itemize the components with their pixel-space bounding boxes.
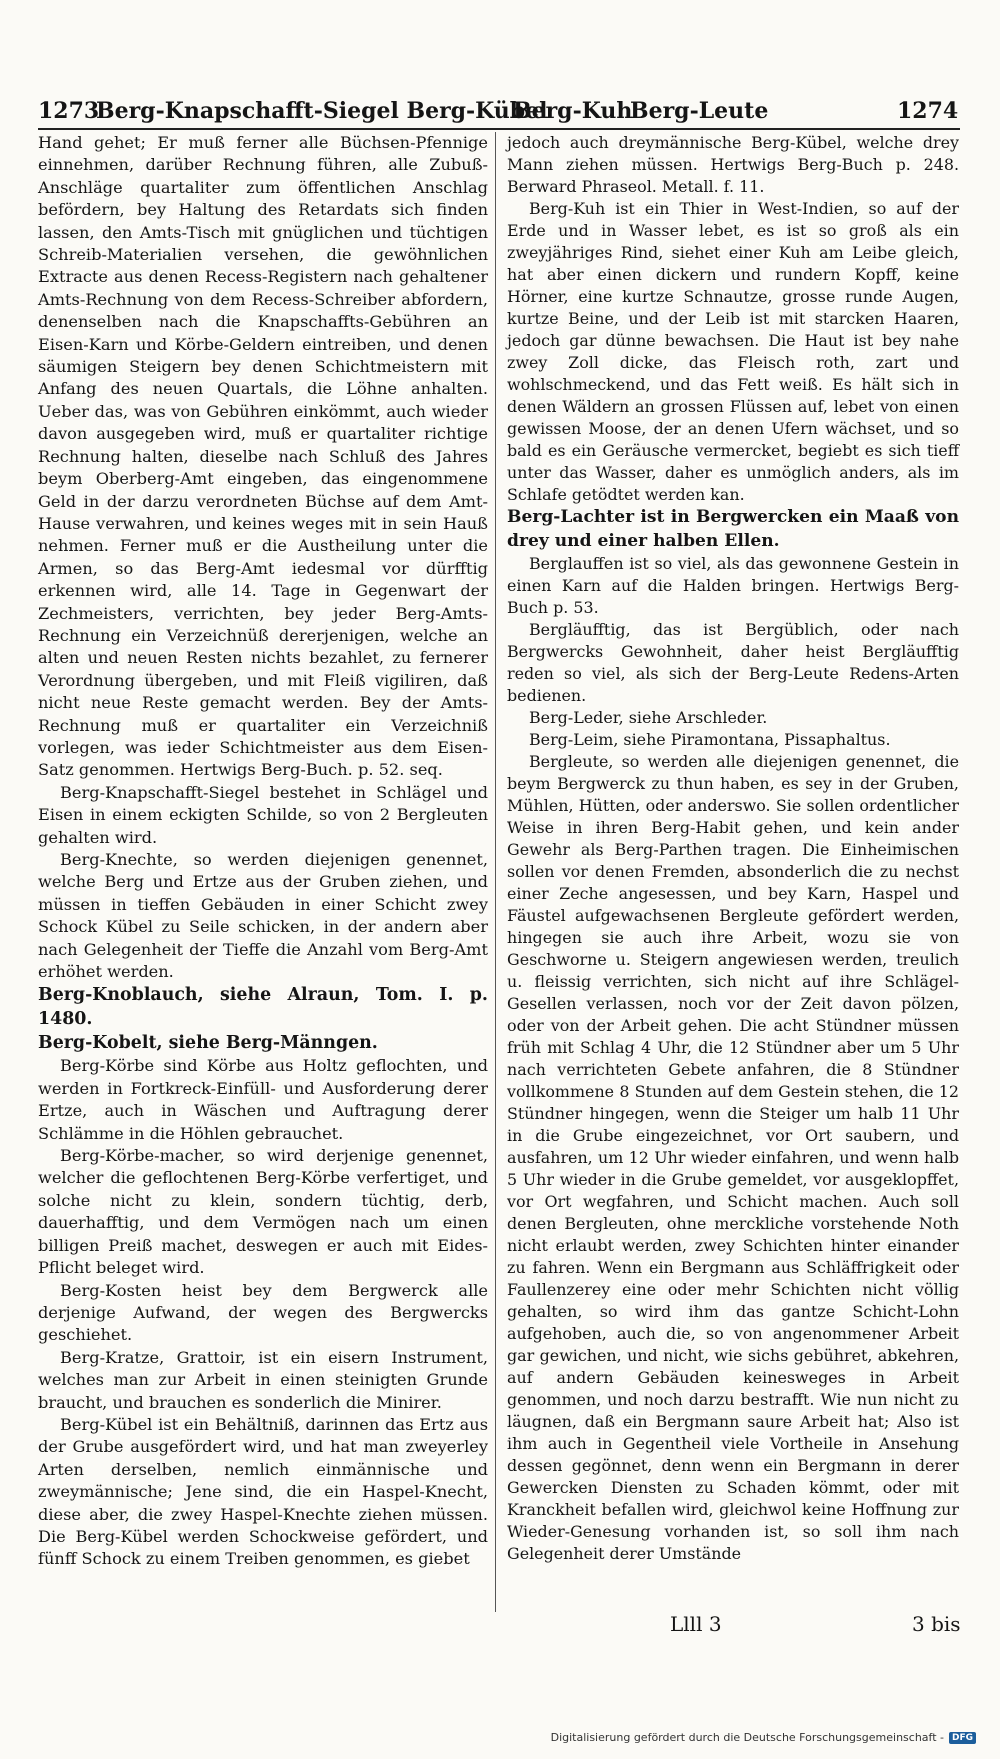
column-divider <box>495 132 496 1612</box>
entry-paragraph: Berg-Kobelt, siehe Berg-Männgen. <box>38 1033 378 1054</box>
right-page-number: 1274 <box>897 98 959 124</box>
entry-paragraph: Berg-Knapschafft-Siegel bestehet in Schlägel und Eisen in einem eckigten Schilde, so von 2 Bergleuten gehalten wird. <box>38 782 488 847</box>
left-column <box>38 132 488 1571</box>
header-rule <box>38 128 960 130</box>
right-column <box>507 132 959 1565</box>
left-header-title: Berg-Knapschafft-Siegel Berg-Kübel <box>96 98 548 124</box>
entry-paragraph: Berg-Körbe sind Körbe aus Holtz geflochten, und werden in Fortkreck-Einfüll- und Ausforderung derer Ertze, auch in Wäschen und Auftragung derer Schlämme in die Höhlen gebrauchet. <box>38 1056 488 1143</box>
dfg-logo: DFG <box>949 1732 976 1744</box>
entry-paragraph: Berg-Kratze, Grattoir, ist ein eisern Instrument, welches man zur Arbeit in einen steinigten Grunde braucht, und brauchen es sonderlich die Minirer. <box>38 1347 488 1412</box>
entry-paragraph: Hand gehet; Er muß ferner alle Büchsen-Pfennige einnehmen, darüber Rechnung führen, alle Zubuß-Anschläge quartaliter zum öffentlichen Anschlag befördern, bey Haltung des Retardats sich finden lassen, den Amts-Tisch mit gnüglichen und tüchtigen Schreib-Materialien versehen, die gewöhnlichen Extracte aus denen Recess-Registern nach gehaltener Amts-Rechnung von dem Recess-Schreiber abfordern, denenselben nach die Knapschaffts-Gebühren an Eisen-Karn und Körbe-Geldern eintreiben, und denen säumigen Steigern bey denen Schichtmeistern mit Anfang des neuen Quartals, die Löhne anhalten. Ueber das, was von Gebühren einkömmt, auch wieder davon ausgegeben wird, muß er quartaliter richtige Rechnung halten, dieselbe nach Schluß des Jahres beym Oberberg-Amt eingeben, das eingenommene Geld in der darzu verordneten Büchse auf dem Amt-Hause verwahren, und keines weges mit in sein Hauß nehmen. Ferner muß er die Austheilung unter die Armen, so das Berg-Amt iedesmal vor dürfftig erkennen wird, alle 14. Tage in Gegenwart der Zechmeisters, verrichten, bey jeder Berg-Amts-Rechnung ein Verzeichnüß dererjenigen, welche an alten und neuen Resten nichts bezahlet, zu fernerer Verordnung übergeben, und mit Fleiß vigiliren, daß nicht neue Reste gemacht werden. Bey der Amts-Rechnung muß er quartaliter ein Verzeichniß vorlegen, was ieder Schichtmeister aus dem Eisen-Satz genommen. Hertwigs Berg-Buch. p. 52. seq. <box>38 133 488 780</box>
entry-paragraph: Bergleute, so werden alle diejenigen genennet, die beym Bergwerck zu thun haben, es sey in der Gruben, Mühlen, Hütten, oder anderswo. Sie sollen ordentlicher Weise in ihren Berg-Habit gehen, und kein ander Gewehr als Berg-Parthen tragen. Die Einheimischen sollen vor denen Fremden, absonderlich die zu nechst einer Zeche angesessen, und bey Karn, Haspel und Fäustel aufgewachsenen Bergleute gefördert werden, hingegen sie auch ihre Arbeit, wozu sie von Geschworne u. Steigern angewiesen werden, treulich u. fleissig verrichten, sich nicht auf ihre Schlägel-Gesellen verlassen, noch vor der Zeit davon pölzen, oder von der Arbeit gehen. Die acht Stündner müssen früh mit Schlag 4 Uhr, die 12 Stündner aber um 5 Uhr nach verrichteten Gebete anfahren, die 8 Stündner vollkommene 8 Stunden auf dem Gestein stehen, die 12 Stündner hingegen, wenn die Steiger um halb 11 Uhr in die Grube eingezeichnet, vor Ort saubern, und ausfahren, um 12 Uhr wieder einfahren, und wenn halb 5 Uhr wieder in die Grube gemeldet, vor ausgeklopffet, vor Ort wegfahren, und Schicht machen. Auch soll denen Bergleuten, ohne merckliche vorstehende Noth nicht erlaubt werden, zwey Schichten hinter einander zu fahren. Wenn ein Bergmann aus Schläffrigkeit oder Faullenzerey eine oder mehr Schichten nicht völlig gehalten, so wird ihm das gantze Schicht-Lohn aufgehoben, auch die, so von angenommener Arbeit gar gewichen, und nicht, wie sichs gebühret, abkehren, auf andern Gebäuden keinesweges in Arbeit genommen, und noch darzu bestrafft. Wie nun nicht zu läugnen, daß ein Bergmann saure Arbeit hat; Also ist ihm auch in Gegentheil viele Vortheile in Ansehung dessen gegönnet, denn wenn ein Bergmann in derer Gewercken Diensten zu Schaden kömmt, oder mit Kranckheit befallen wird, gleichwol keine Hoffnung zur Wieder-Genesung vorhanden ist, so soll ihm nach Gelegenheit derer Umstände <box>507 752 959 1564</box>
entry-paragraph: Berg-Knechte, so werden diejenigen genennet, welche Berg und Ertze aus der Gruben ziehen, und müssen in tieffen Gebäuden in einer Schicht zwey Schock Kübel zu Seile schicken, in der andern aber nach Gelegenheit der Tieffe die Anzahl vom Berg-Amt erhöhet werden. <box>38 850 488 982</box>
entry-paragraph: Berg-Knoblauch, siehe Alraun, Tom. I. p. 1480. <box>38 985 488 1030</box>
entry-paragraph: Berg-Kübel ist ein Behältniß, darinnen das Ertz aus der Grube ausgefördert wird, und hat man zweyerley Arten derselben, nemlich einmännische und zweymännische; Jene sind, die ein Haspel-Knecht, diese aber, die zwey Haspel-Knechte ziehen müssen. Die Berg-Kübel werden Schockweise gefördert, und fünff Schock zu einem Treiben genommen, es giebet <box>38 1414 488 1569</box>
left-running-header <box>38 96 548 126</box>
right-header-title-b: Berg-Leute <box>630 98 769 124</box>
catchword: 3 bis <box>912 1612 961 1636</box>
entry-paragraph: Berg-Kosten heist bey dem Bergwerck alle derjenige Aufwand, der wegen des Bergwercks geschiehet. <box>38 1280 488 1345</box>
right-header-title-a: Berg-Kuh <box>513 98 633 124</box>
entry-paragraph: Bergläufftig, das ist Bergüblich, oder nach Bergwercks Gewohnheit, daher heist Bergläufftig reden so viel, als sich der Berg-Leute Redens-Arten bedienen. <box>507 620 959 706</box>
left-page-number: 1273 <box>38 98 100 124</box>
signature-mark: Llll 3 <box>670 1612 722 1636</box>
footer-text: Digitalisierung gefördert durch die Deutsche Forschungsgemeinschaft - <box>550 1731 944 1744</box>
entry-paragraph: jedoch auch dreymännische Berg-Kübel, welche drey Mann ziehen müssen. Hertwigs Berg-Buch p. 248. Berward Phraseol. Metall. f. 11. <box>507 133 959 196</box>
entry-paragraph: Berg-Leim, siehe Piramontana, Pissaphaltus. <box>529 730 891 750</box>
entry-paragraph: Berglauffen ist so viel, als das gewonnene Gestein in einen Karn auf die Halden bringen. Hertwigs Berg-Buch p. 53. <box>507 554 959 618</box>
right-running-header <box>505 96 960 126</box>
entry-paragraph: Berg-Kuh ist ein Thier in West-Indien, so auf der Erde und in Wasser lebet, es ist so groß als ein zweyjähriges Rind, siehet einer Kuh am Leibe gleich, hat aber einen dickern und rundern Kopff, keine Hörner, eine kurtze Schnautze, grosse runde Augen, kurtze Beine, und der Leib ist mit starcken Haaren, jedoch gar dünne bewachsen. Die Haut ist bey nahe zwey Zoll dicke, das Fleisch roth, zart und wohlschmeckend, und das Fett weiß. Es hält sich in denen Wäldern an grossen Flüssen auf, lebet von einen gewissen Moose, der an denen Ufern wächset, und so bald es ein Geräusche vermercket, begiebt es sich tieff unter das Wasser, daher es unmöglich anders, als im Schlafe getödtet werden kan. <box>507 199 959 504</box>
entry-paragraph: Berg-Körbe-macher, so wird derjenige genennet, welcher die geflochtenen Berg-Körbe verfertiget, und solche nicht zu klein, sondern tüchtig, derb, dauerhafftig, und dem Vermögen nach um einen billigen Preiß machet, deswegen er auch mit Eides-Pflicht beleget wird. <box>38 1146 488 1278</box>
entry-paragraph: Berg-Lachter ist in Bergwercken ein Maaß von drey und einer halben Ellen. <box>507 507 959 551</box>
digitization-footer <box>551 1731 976 1744</box>
entry-paragraph: Berg-Leder, siehe Arschleder. <box>529 708 768 728</box>
